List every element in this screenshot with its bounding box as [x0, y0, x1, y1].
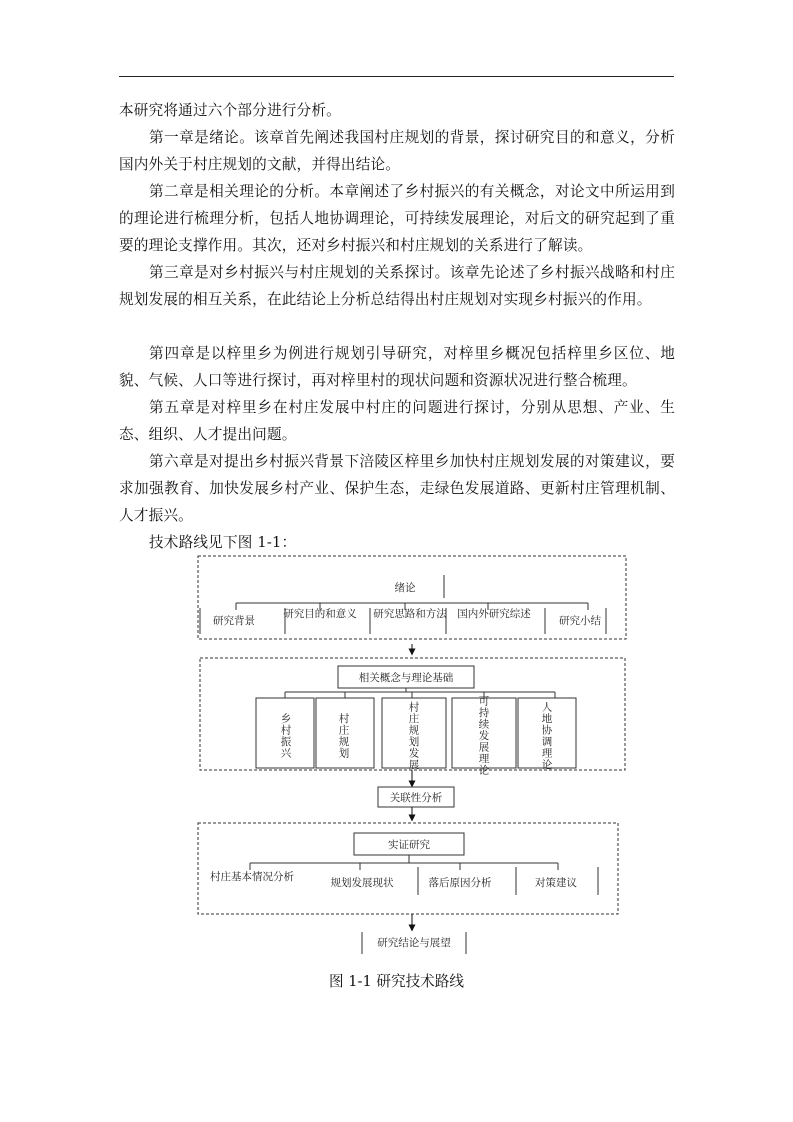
paragraph-chapter-2: 第二章是相关理论的分析。本章阐述了乡村振兴的有关概念，对论文中所运用到的理论进行梳理分析，包括人地协调理论，可持续发展理论，对后文的研究起到了重要的理论支撑作用。其次，还对乡村振兴和村庄规划的关系进行了解读。	[119, 183, 675, 254]
theory-item-4	[479, 696, 490, 777]
svg-text:展: 展	[478, 741, 490, 754]
intro-item-4: 国内外研究综述	[457, 608, 531, 620]
svg-text:人: 人	[541, 701, 553, 714]
svg-text:展: 展	[408, 758, 420, 771]
svg-text:发: 发	[478, 730, 490, 742]
intro-item-5: 研究小结	[559, 615, 601, 627]
intro-item-3: 研究思路和方法	[373, 608, 447, 620]
svg-text:庄: 庄	[338, 724, 350, 737]
paragraph-chapter-3: 第三章是对乡村振兴与村庄规划的关系探讨。该章先论述了乡村振兴战略和村庄规划发展的相互关系，在此结论上分析总结得出村庄规划对实现乡村振兴的作用。	[119, 264, 675, 308]
theory-item-3	[409, 700, 420, 771]
svg-text:续: 续	[478, 718, 490, 731]
intro-title: 绪论	[394, 582, 416, 594]
relation-label: 关联性分析	[389, 792, 443, 804]
svg-text:乡: 乡	[280, 712, 292, 725]
theory-item-1	[281, 712, 292, 760]
svg-text:可: 可	[478, 695, 490, 708]
svg-text:划: 划	[338, 747, 350, 760]
svg-text:划: 划	[408, 735, 420, 748]
theory-item-5	[542, 700, 553, 771]
svg-text:发: 发	[408, 747, 420, 760]
svg-text:理: 理	[541, 747, 553, 760]
paragraph-chapter-4: 第四章是以梓里乡为例进行规划引导研究，对梓里乡概况包括梓里乡区位、地貌、气候、人口等进行探讨，再对梓里村的现状问题和资源状况进行整合梳理。	[119, 345, 675, 389]
svg-text:地: 地	[541, 712, 553, 725]
svg-text:规: 规	[338, 735, 350, 748]
empirical-item-3: 落后原因分析	[428, 877, 492, 889]
svg-text:论: 论	[478, 764, 490, 777]
svg-text:兴: 兴	[280, 747, 292, 760]
svg-text:振: 振	[280, 735, 292, 748]
empirical-item-4: 对策建议	[535, 877, 577, 889]
paragraph-chapter-6: 第六章是对提出乡村振兴背景下涪陵区梓里乡加快村庄规划发展的对策建议，要求加强教育、加快发展乡村产业、保护生态，走绿色发展道路、更新村庄管理机制、人才振兴。	[119, 453, 675, 524]
paragraph-figure-ref: 技术路线见下图 1-1：	[149, 534, 297, 551]
intro-item-1: 研究背景	[213, 615, 255, 627]
theory-item-2	[339, 712, 350, 760]
conclusion-label: 研究结论与展望	[377, 937, 451, 949]
svg-text:调: 调	[541, 735, 553, 748]
svg-text:村: 村	[338, 712, 350, 725]
intro-item-2: 研究目的和意义	[283, 608, 357, 620]
empirical-item-1: 村庄基本情况分析	[210, 871, 294, 883]
paragraph-chapter-5: 第五章是对梓里乡在村庄发展中村庄的问题进行探讨，分别从思想、产业、生态、组织、人才提出问题。	[119, 399, 675, 443]
empirical-title: 实证研究	[388, 839, 430, 851]
paragraph-intro: 本研究将通过六个部分进行分析。	[119, 102, 341, 119]
svg-text:村: 村	[408, 701, 420, 714]
svg-text:庄: 庄	[408, 712, 420, 725]
svg-text:论: 论	[541, 758, 553, 771]
svg-text:理: 理	[478, 753, 490, 765]
svg-text:持: 持	[478, 707, 490, 719]
paragraph-chapter-1: 第一章是绪论。该章首先阐述我国村庄规划的背景，探讨研究目的和意义，分析国内外关于村庄规划的文献，并得出结论。	[119, 129, 675, 173]
svg-text:规: 规	[408, 724, 420, 737]
figure-caption: 图 1-1 研究技术路线	[329, 973, 464, 990]
empirical-item-2: 规划发展现状	[330, 877, 394, 889]
svg-text:协: 协	[541, 724, 553, 737]
theory-title: 相关概念与理论基础	[358, 672, 454, 684]
svg-text:村: 村	[280, 724, 292, 737]
